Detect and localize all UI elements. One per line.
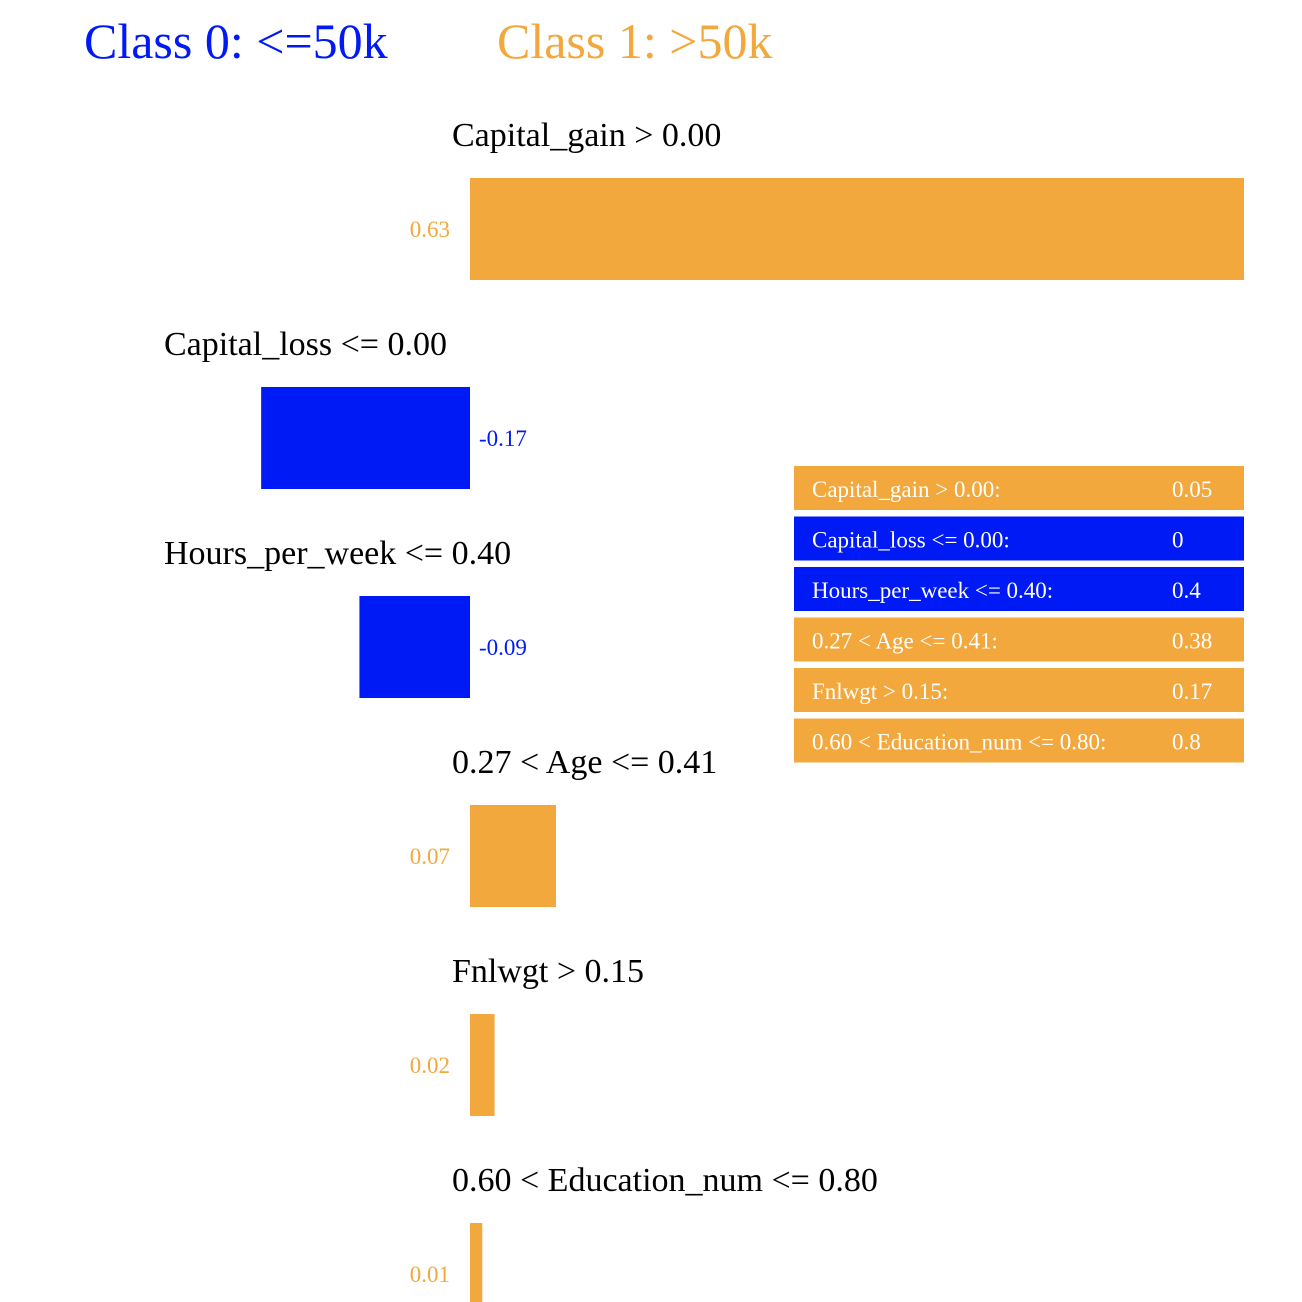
table-value-text: 0	[1172, 527, 1184, 553]
bar	[359, 596, 470, 698]
bar	[470, 805, 556, 907]
bar-feature-label: Hours_per_week <= 0.40	[164, 535, 512, 572]
table-feature-text: Fnlwgt > 0.15:	[812, 679, 949, 704]
table-feature-text: Capital_gain > 0.00:	[812, 477, 1001, 502]
table-value-text: 0.38	[1172, 628, 1213, 654]
table-value-text: 0.8	[1172, 729, 1201, 755]
bar	[261, 387, 470, 489]
bar-feature-label: Fnlwgt > 0.15	[452, 953, 645, 990]
legend-class-1: Class 1: >50k	[497, 13, 773, 69]
bar-value-label: 0.07	[409, 844, 450, 869]
table-value-text: 0.17	[1172, 679, 1213, 704]
bar-feature-label: 0.27 < Age <= 0.41	[452, 744, 718, 781]
feature-value-table	[794, 466, 1244, 763]
bar-feature-label: Capital_loss <= 0.00	[164, 326, 447, 363]
table-feature-text: Hours_per_week <= 0.40:	[812, 578, 1054, 603]
table-value-text: 0.05	[1172, 477, 1213, 502]
bar-value-label: -0.17	[479, 426, 527, 451]
table-value-text: 0.4	[1172, 578, 1201, 603]
bar-feature-label: Capital_gain > 0.00	[452, 117, 722, 154]
bar-value-label: -0.09	[479, 635, 527, 660]
bar-value-label: 0.63	[409, 217, 450, 242]
bar	[470, 178, 1244, 280]
bar	[470, 1223, 482, 1302]
bar-feature-label: 0.60 < Education_num <= 0.80	[452, 1162, 878, 1199]
bar	[470, 1014, 495, 1116]
table-feature-text: Capital_loss <= 0.00:	[812, 527, 1010, 553]
legend-class-0: Class 0: <=50k	[84, 13, 388, 69]
bar-value-label: 0.01	[409, 1262, 450, 1287]
bar-value-label: 0.02	[409, 1053, 450, 1078]
table-feature-text: 0.60 < Education_num <= 0.80:	[812, 729, 1107, 755]
table-feature-text: 0.27 < Age <= 0.41:	[812, 628, 998, 654]
